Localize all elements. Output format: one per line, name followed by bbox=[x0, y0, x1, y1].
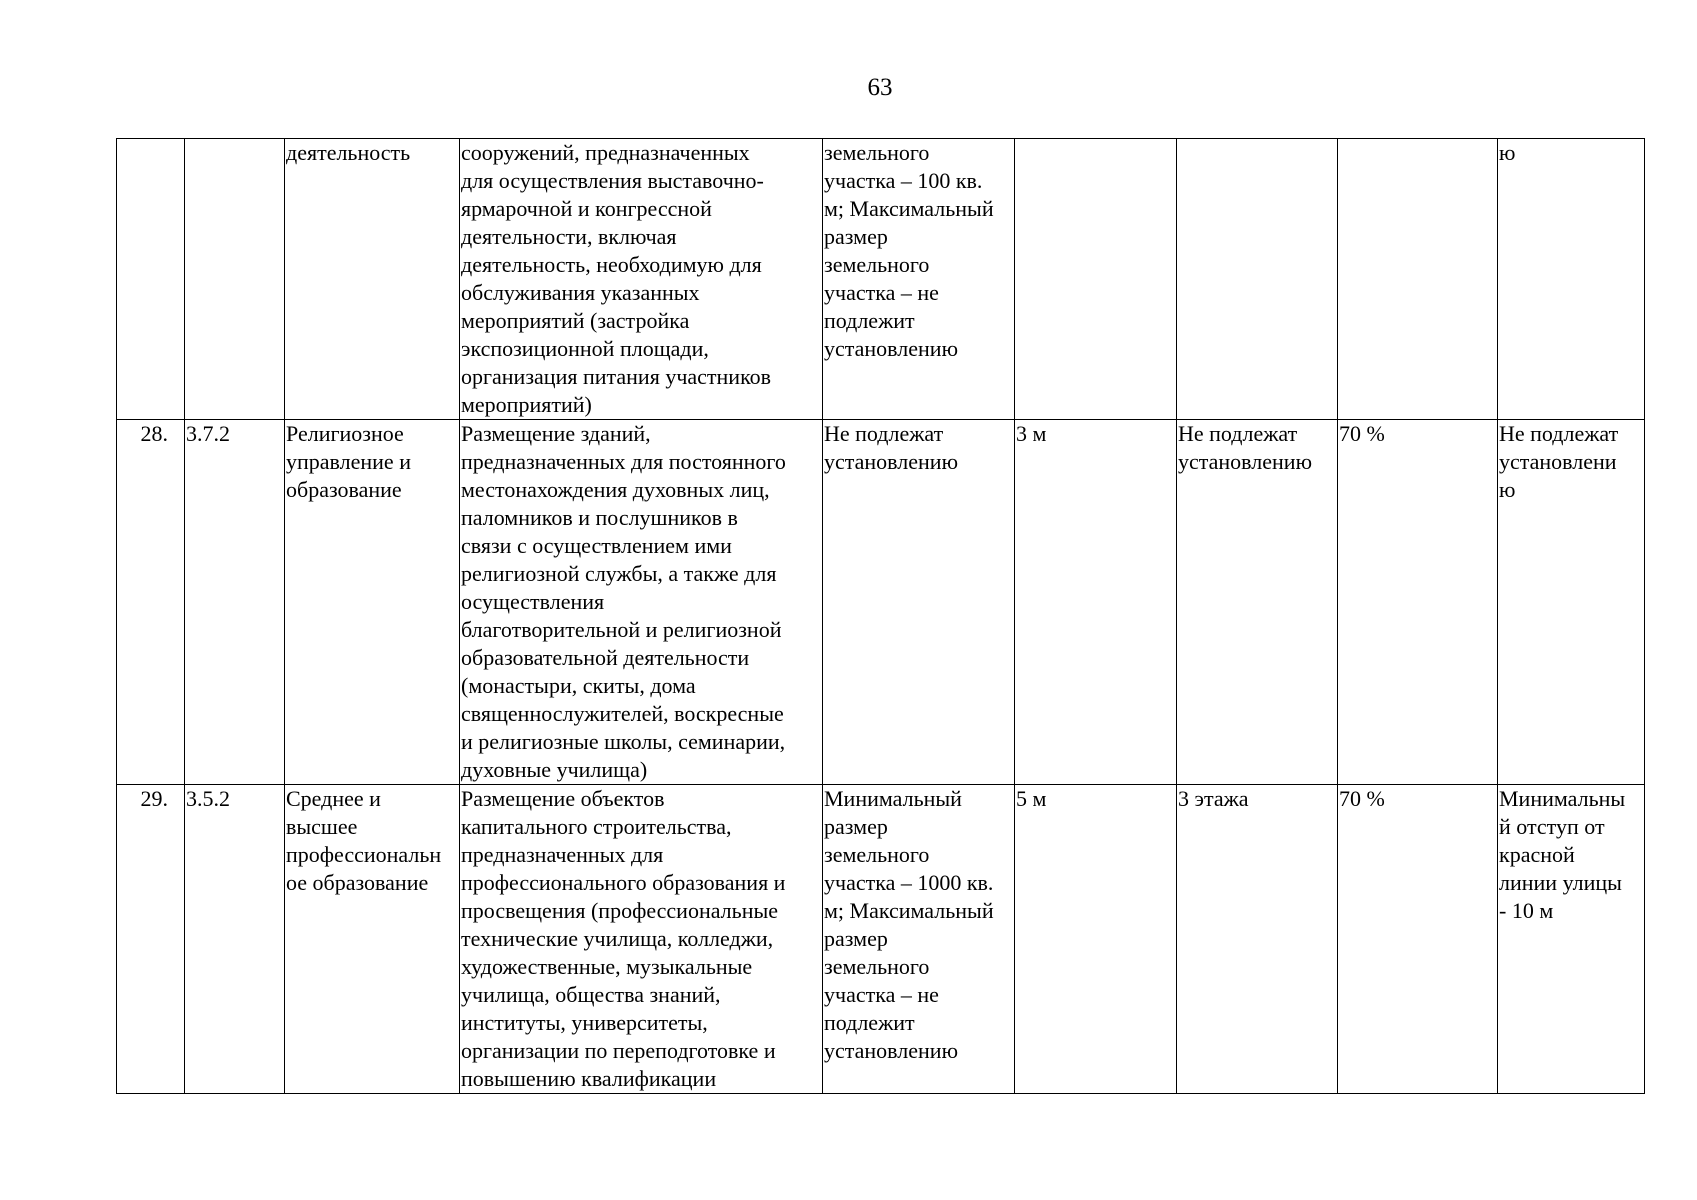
plot-size-cell: Не подлежат установлению bbox=[823, 420, 1015, 785]
floors-cell bbox=[1177, 139, 1338, 420]
zoning-regulations-table bbox=[116, 138, 1645, 1094]
table-row bbox=[117, 420, 1645, 785]
plot-size-cell: земельного участка – 100 кв. м; Максимальный размер земельного участка – не подлежит установлению bbox=[823, 139, 1015, 420]
code-cell: 3.7.2 bbox=[185, 420, 285, 785]
row-number-cell: 29. bbox=[117, 785, 185, 1094]
coverage-cell: 70 % bbox=[1338, 785, 1498, 1094]
page-number: 63 bbox=[867, 74, 893, 101]
setback-cell: 5 м bbox=[1015, 785, 1177, 1094]
floors-cell: 3 этажа bbox=[1177, 785, 1338, 1094]
coverage-cell: 70 % bbox=[1338, 420, 1498, 785]
code-cell: 3.5.2 bbox=[185, 785, 285, 1094]
use-name-cell: Религиозное управление и образование bbox=[285, 420, 460, 785]
setback-cell bbox=[1015, 139, 1177, 420]
row-number-cell: 28. bbox=[117, 420, 185, 785]
floors-cell: Не подлежат установлению bbox=[1177, 420, 1338, 785]
other-params-cell: Не подлежат установлени ю bbox=[1498, 420, 1645, 785]
other-params-cell: Минимальны й отступ от красной линии улицы - 10 м bbox=[1498, 785, 1645, 1094]
code-cell bbox=[185, 139, 285, 420]
plot-size-cell: Минимальный размер земельного участка – 1000 кв. м; Максимальный размер земельного участка – не подлежит установлению bbox=[823, 785, 1015, 1094]
table-row bbox=[117, 139, 1645, 420]
other-params-cell: ю bbox=[1498, 139, 1645, 420]
description-cell: Размещение зданий, предназначенных для постоянного местонахождения духовных лиц, паломников и послушников в связи с осуществлением ими религиозной службы, а также для осуществления благотворительной и религиозной образовательной деятельности (монастыри, скиты, дома священнослужителей, воскресные и религиозные школы, семинарии, духовные училища) bbox=[460, 420, 823, 785]
use-name-cell: Среднее и высшее профессиональн ое образование bbox=[285, 785, 460, 1094]
coverage-cell bbox=[1338, 139, 1498, 420]
row-number-cell bbox=[117, 139, 185, 420]
use-name-cell: деятельность bbox=[285, 139, 460, 420]
description-cell: Размещение объектов капитального строительства, предназначенных для профессионального образования и просвещения (профессиональные технические училища, колледжи, художественные, музыкальные училища, общества знаний, институты, университеты, организации по переподготовке и повышению квалификации bbox=[460, 785, 823, 1094]
setback-cell: 3 м bbox=[1015, 420, 1177, 785]
table-row bbox=[117, 785, 1645, 1094]
description-cell: сооружений, предназначенных для осуществления выставочно- ярмарочной и конгрессной деятельности, включая деятельность, необходимую для обслуживания указанных мероприятий (застройка экспозиционной площади, организация питания участников мероприятий) bbox=[460, 139, 823, 420]
